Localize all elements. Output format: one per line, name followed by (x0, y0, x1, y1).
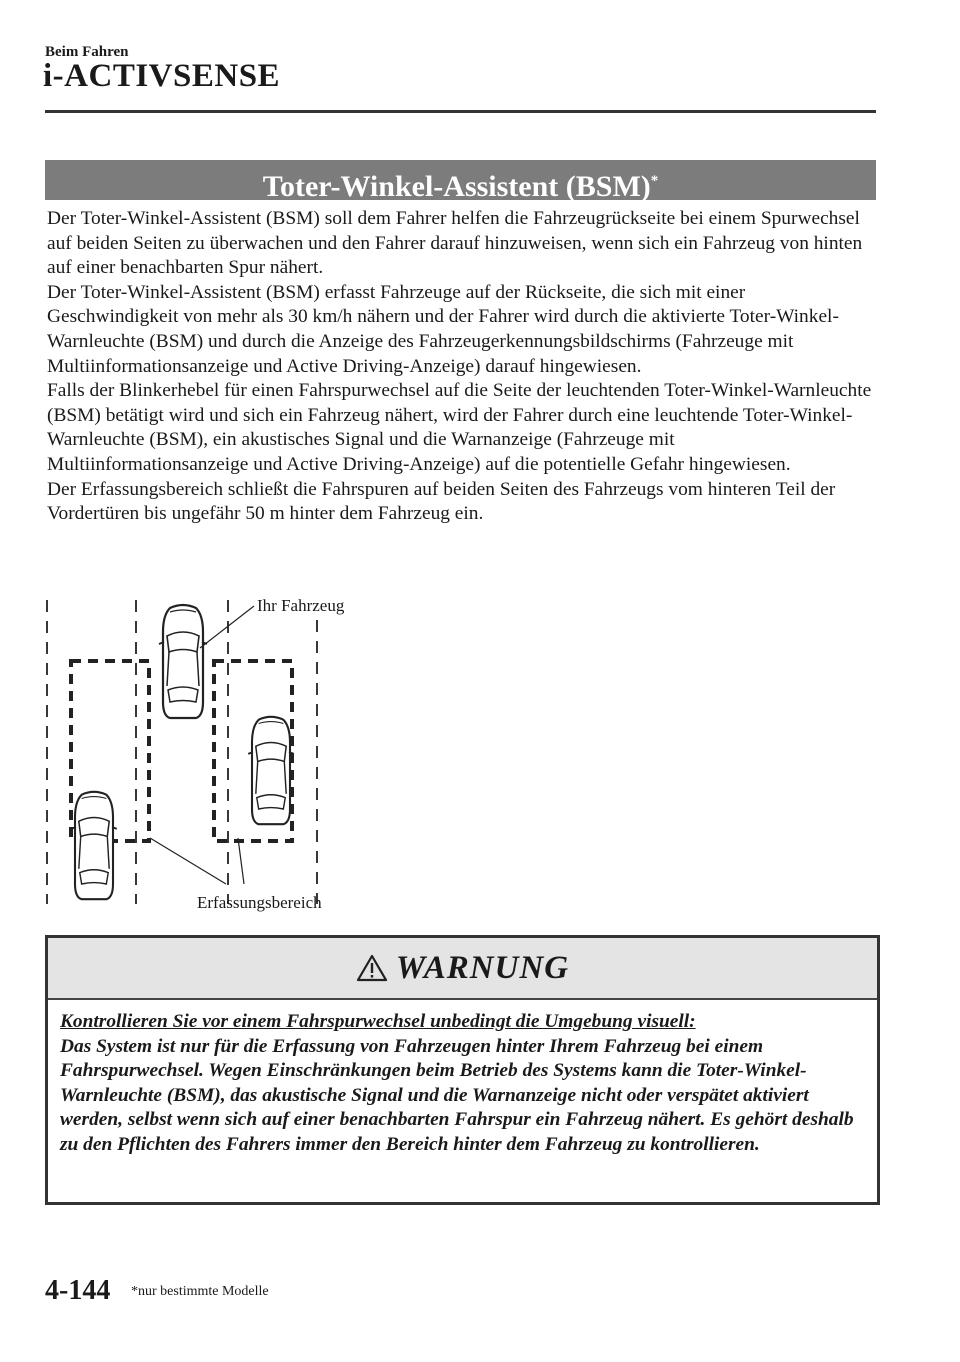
section-kicker: Beim Fahren (45, 44, 129, 60)
section-title: Toter-Winkel-Assistent (BSM) (262, 170, 651, 203)
detection-area-label: Erfassungsbereich (197, 893, 322, 912)
footnote: *nur bestimmte Modelle (131, 1284, 269, 1299)
body-text (47, 207, 877, 527)
own-car-icon (159, 605, 207, 718)
chapter-title: i-ACTIVSENSE (43, 58, 281, 94)
warning-text: Das System ist nur für die Erfassung von Fahrzeugen hinter Ihrem Fahrzeug bei einem Fahrspurwechsel. Wegen Einschränkungen beim Betrieb des Systems kann die Toter-Winkel-Warnleuchte (BSM), das akustische Signal und die Warnanzeige nicht oder verspätet aktiviert werden, selbst wenn sich auf einer benachbarten Fahrspur ein Fahrzeug nähert. Es gehört deshalb zu den Pflichten des Fahrers immer den Bereich hinter dem Fahrzeug zu kontrollieren. (60, 1035, 854, 1155)
optional-equipment-mark: * (650, 173, 659, 189)
own-car-label: Ihr Fahrzeug (257, 596, 345, 615)
bsm-detection-diagram (30, 588, 390, 923)
paragraph-detection: Der Toter-Winkel-Assistent (BSM) erfasst Fahrzeuge auf der Rückseite, die sich mit einer Geschwindigkeit von mehr als 30 km/h nähern und der Fahrer wird durch die aktivierte Toter-Winkel-Warnleuchte (BSM) und durch die Anzeige des Fahrzeugerkennungsbildschirms (Fahrzeuge mit Multiinformationsanzeige und Active Driving-Anzeige) darauf hingewiesen. (47, 281, 839, 377)
adjacent-car-left-icon (71, 792, 117, 899)
own-car-leader (200, 606, 254, 648)
paragraph-purpose: Der Toter-Winkel-Assistent (BSM) soll dem Fahrer helfen die Fahrzeugrückseite bei einem Spurwechsel auf beiden Seiten zu überwachen und den Fahrer darauf hinzuweisen, wenn sich ein Fahrzeug von hinten auf einer benachbarten Spur nähert. (47, 208, 863, 279)
adjacent-car-right-icon (248, 717, 294, 824)
paragraph-turn-signal: Falls der Blinkerhebel für einen Fahrspurwechsel auf die Seite der leuchtenden Toter-Winkel-Warnleuchte (BSM) betätigt wird und sich ein Fahrzeug nähert, wird der Fahrer durch eine leuchtende Toter-Winkel-Warnleuchte (BSM), ein akustisches Signal und die Warnanzeige (Fahrzeuge mit Multiinformationsanzeige und Active Driving-Anzeige) auf die potentielle Gefahr hingewiesen. (47, 380, 872, 475)
section-title-banner (45, 160, 876, 203)
warning-header (48, 938, 877, 1000)
warning-body (48, 1000, 877, 1158)
paragraph-detection-range: Der Erfassungsbereich schließt die Fahrspuren auf beiden Seiten des Fahrzeugs vom hinteren Teil der Vordertüren bis ungefähr 50 m hinter dem Fahrzeug ein. (47, 478, 836, 525)
warning-lead: Kontrollieren Sie vor einem Fahrspurwechsel unbedingt die Umgebung visuell: (60, 1011, 696, 1032)
warning-box (45, 935, 880, 1205)
warning-title: WARNUNG (395, 949, 570, 986)
detection-area-leader-left (150, 838, 226, 884)
page-number: 4-144 (45, 1275, 111, 1306)
warning-triangle-icon (356, 954, 388, 982)
detection-area-leader-right (238, 838, 244, 884)
header-rule (45, 110, 876, 113)
